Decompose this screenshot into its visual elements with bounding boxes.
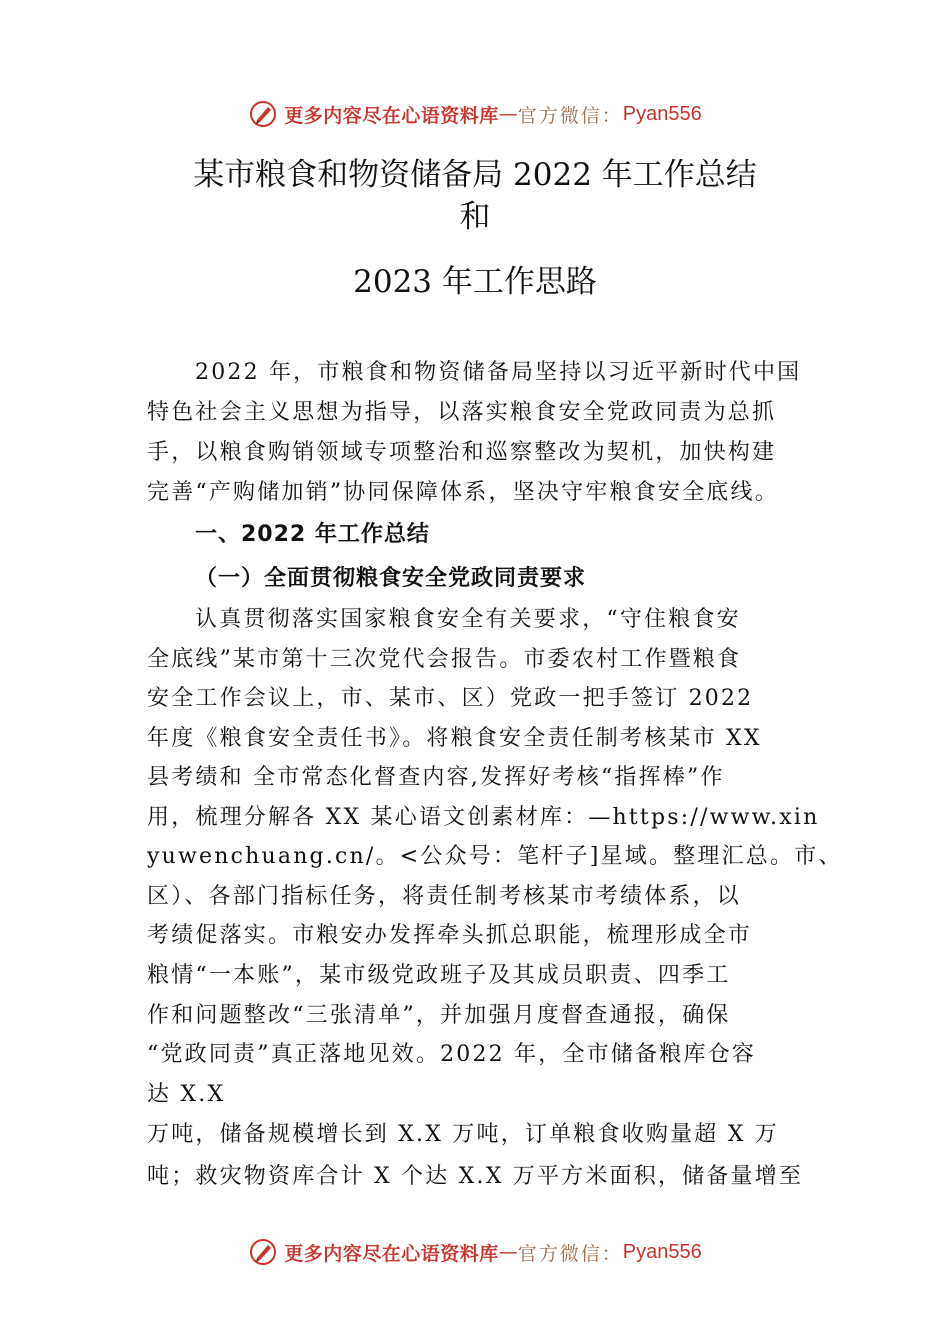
document-title-line-1: 某市粮食和物资储备局 2022 年工作总结: [193, 157, 757, 193]
body-line: 认真贯彻落实国家粮食安全有关要求，“守住粮食安: [195, 607, 741, 632]
body-line: 手，以粮食购销领域专项整治和巡察整改为契机，加快构建: [147, 440, 777, 465]
banner-separator: —: [498, 103, 518, 125]
body-line: 粮情“一本账”，某市级党政班子及其成员职责、四季工: [147, 963, 731, 988]
body-line: 用，梳理分解各 XX 某心语文创素材库：—https://www.xin: [147, 805, 820, 830]
body-line: 安全工作会议上，市、某市、区）党政一把手签订 2022: [147, 686, 754, 711]
pen-logo-icon: [248, 1237, 278, 1267]
section-heading: 一、2022 年工作总结: [195, 522, 430, 547]
header-banner: [0, 94, 950, 134]
body-line: 区）、各部门指标任务，将责任制考核某市考绩体系，以: [147, 884, 742, 909]
body-line: 达 X.X: [147, 1082, 226, 1107]
body-line: 县考绩和 全市常态化督查内容,发挥好考核“指挥棒”作: [147, 765, 725, 790]
body-line: 全底线”某市第十三次党代会报告。市委农村工作暨粮食: [147, 647, 742, 672]
banner-wechat-label: 官方微信：: [517, 104, 623, 127]
body-line: 完善“产购储加销”协同保障体系，坚决守牢粮食安全底线。: [147, 480, 779, 505]
body-line: 万吨，储备规模增长到 X.X 万吨，订单粮食收购量超 X 万: [147, 1122, 779, 1147]
banner-wechat-id: Pyan556: [622, 1240, 702, 1263]
banner-wechat-label: 官方微信：: [517, 1242, 623, 1265]
banner-main-text: 更多内容尽在心语资料库: [284, 1242, 499, 1265]
body-line: 考绩促落实。市粮安办发挥牵头抓总职能，梳理形成全市: [147, 923, 753, 948]
document-title-line-3: 2023 年工作思路: [353, 264, 597, 300]
body-line: 2022 年，市粮食和物资储备局坚持以习近平新时代中国: [195, 360, 802, 385]
body-line: 吨；救灾物资库合计 X 个达 X.X 万平方米面积，储备量增至: [147, 1164, 804, 1189]
footer-banner: [0, 1232, 950, 1272]
subsection-heading: （一）全面贯彻粮食安全党政同责要求: [195, 565, 587, 591]
banner-wechat-id: Pyan556: [622, 102, 702, 125]
body-line: yuwenchuang.cn/。<公众号：笔杆子]星域。整理汇总。市、: [147, 844, 843, 869]
body-line: 年度《粮食安全责任书》。将粮食安全责任制考核某市 XX: [147, 726, 762, 751]
pen-logo-icon: [248, 99, 278, 129]
body-line: 作和问题整改“三张清单”，并加强月度督查通报，确保: [147, 1003, 731, 1028]
body-line: 特色社会主义思想为指导，以落实粮食安全党政同责为总抓: [147, 400, 777, 425]
banner-main-text: 更多内容尽在心语资料库: [284, 104, 499, 127]
banner-separator: —: [498, 1241, 518, 1263]
document-title-line-2: 和: [459, 199, 491, 235]
body-line: “党政同责”真正落地见效。2022 年，全市储备粮库仓容: [147, 1042, 757, 1067]
